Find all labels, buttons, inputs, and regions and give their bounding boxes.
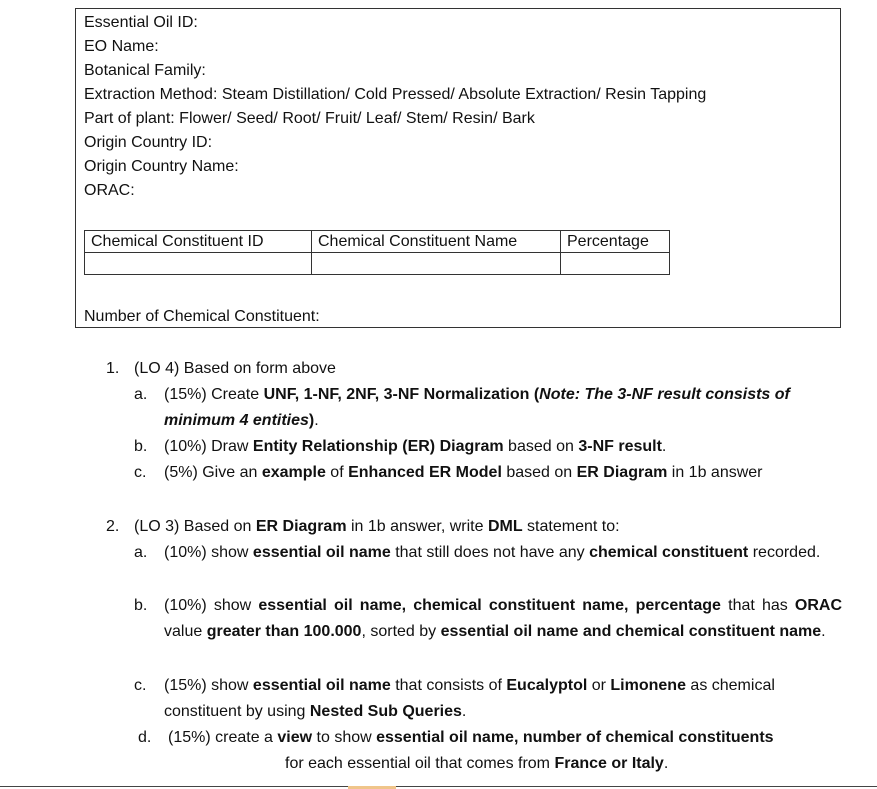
q1c-b2: Enhanced ER Model — [348, 464, 502, 481]
q1b-t1: (10%) Draw — [164, 438, 253, 455]
q2d-t2: to show — [312, 729, 377, 746]
q2-intro-t1: (LO 3) Based on — [134, 518, 256, 535]
field-botanical-family: Botanical Family: — [84, 62, 206, 79]
q2a-t2: that still does not have any — [390, 544, 590, 561]
q2a-b2: chemical constituent — [589, 544, 749, 561]
q2d-line2-t1: for each essential oil that comes from — [285, 755, 555, 772]
q2c-b2: Eucalyptol — [506, 677, 588, 694]
field-origin-country-name: Origin Country Name: — [84, 158, 239, 175]
q2c-b1: essential oil name — [252, 677, 391, 694]
number-of-constituents-label: Number of Chemical Constituent: — [84, 308, 320, 325]
table-row — [85, 253, 670, 275]
header-constituent-name: Chemical Constituent Name — [312, 231, 561, 253]
q2d-line2-t2: . — [663, 755, 669, 772]
q2d-b2: essential oil name, number of chemical constituents — [376, 729, 774, 746]
q1c-text — [164, 460, 844, 486]
field-orac: ORAC: — [84, 182, 135, 199]
q1b-t3: . — [661, 438, 667, 455]
q2a-b1: essential oil name — [252, 544, 391, 561]
q2-intro-b1: ER Diagram — [255, 518, 347, 535]
q2b-b1: essential oil name, chemical constituent name, percentage — [258, 597, 721, 614]
essential-oil-form — [75, 8, 841, 328]
q2b-b4: essential oil name and chemical constituent name — [440, 623, 822, 640]
q1c-t3: based on — [501, 464, 577, 481]
q1c-marker: c. — [134, 464, 147, 481]
q2b-t5: . — [821, 623, 826, 640]
q1a-b2: ) — [308, 412, 315, 429]
q2c-b4: Nested Sub Queries — [309, 703, 462, 720]
q1c-t2: of — [325, 464, 349, 481]
q2b-t3: value — [164, 623, 207, 640]
q2b-t4: , sorted by — [361, 623, 441, 640]
table-cell — [312, 253, 561, 275]
q2a-text — [164, 540, 842, 566]
q1b-b1: Entity Relationship (ER) Diagram — [252, 438, 504, 455]
field-origin-country-id: Origin Country ID: — [84, 134, 213, 151]
q1c-t1: (5%) Give an — [164, 464, 262, 481]
q1a-t1: (15%) Create — [164, 386, 264, 403]
q2a-marker: a. — [134, 544, 148, 561]
q1c-t4: in 1b answer — [667, 464, 763, 481]
q1b-b2: 3-NF result — [578, 438, 662, 455]
q2-intro — [134, 514, 844, 540]
header-constituent-id: Chemical Constituent ID — [85, 231, 312, 253]
q1-number: 1. — [106, 360, 120, 377]
q2-intro-t3: statement to: — [522, 518, 620, 535]
q1c-b3: ER Diagram — [576, 464, 668, 481]
table-header-row — [85, 231, 670, 253]
q1a-marker: a. — [134, 386, 148, 403]
q1a-b1: UNF, 1-NF, 2NF, 3-NF Normalization ( — [263, 386, 540, 403]
q2a-t3: recorded. — [748, 544, 821, 561]
q2d-line2-b1: France or Italy — [554, 755, 664, 772]
q2c-text — [164, 673, 844, 725]
q2-number: 2. — [106, 518, 120, 535]
q2b-marker: b. — [134, 597, 148, 614]
q2d-line2 — [285, 751, 668, 777]
q1a-note: Note: The 3-NF result consists of minimum 4 entities — [164, 386, 790, 429]
q2d-b1: view — [277, 729, 313, 746]
q2b-t1: (10%) show — [164, 597, 259, 614]
page-bottom-divider — [0, 786, 877, 787]
q2d-t1: (15%) create a — [168, 729, 278, 746]
field-part-of-plant: Part of plant: Flower/ Seed/ Root/ Fruit/ Leaf/ Stem/ Resin/ Bark — [84, 110, 535, 127]
q2b-text — [164, 593, 842, 645]
q2c-b3: Limonene — [610, 677, 686, 694]
q2d-marker: d. — [138, 729, 152, 746]
q2c-marker: c. — [134, 677, 147, 694]
chemical-constituent-table — [84, 230, 670, 275]
q2b-t2: that has — [720, 597, 795, 614]
q1b-text — [164, 434, 844, 460]
q2c-t3: or — [587, 677, 611, 694]
q1c-b1: example — [261, 464, 326, 481]
q1a-t2: . — [314, 412, 319, 429]
q2c-t1: (15%) show — [164, 677, 253, 694]
q2b-b3: greater than 100.000 — [206, 623, 362, 640]
table-cell — [561, 253, 670, 275]
field-extraction-method: Extraction Method: Steam Distillation/ Cold Pressed/ Absolute Extraction/ Resin Tapping — [84, 86, 707, 103]
q2c-t5: . — [461, 703, 467, 720]
field-eo-name: EO Name: — [84, 38, 159, 55]
q1-intro: (LO 4) Based on form above — [134, 360, 336, 377]
field-essential-oil-id: Essential Oil ID: — [84, 14, 198, 31]
q2-intro-t2: in 1b answer, write — [346, 518, 488, 535]
q2d-line1 — [168, 725, 848, 751]
header-percentage: Percentage — [561, 231, 670, 253]
q2c-t4: as chemical constituent by using — [164, 677, 775, 720]
q2b-b2: ORAC — [794, 597, 843, 614]
q1b-marker: b. — [134, 438, 148, 455]
q1b-t2: based on — [503, 438, 579, 455]
q1a-text — [164, 382, 844, 434]
table-cell — [85, 253, 312, 275]
q2a-t1: (10%) show — [164, 544, 253, 561]
q2c-t2: that consists of — [390, 677, 507, 694]
q2-intro-b2: DML — [487, 518, 523, 535]
